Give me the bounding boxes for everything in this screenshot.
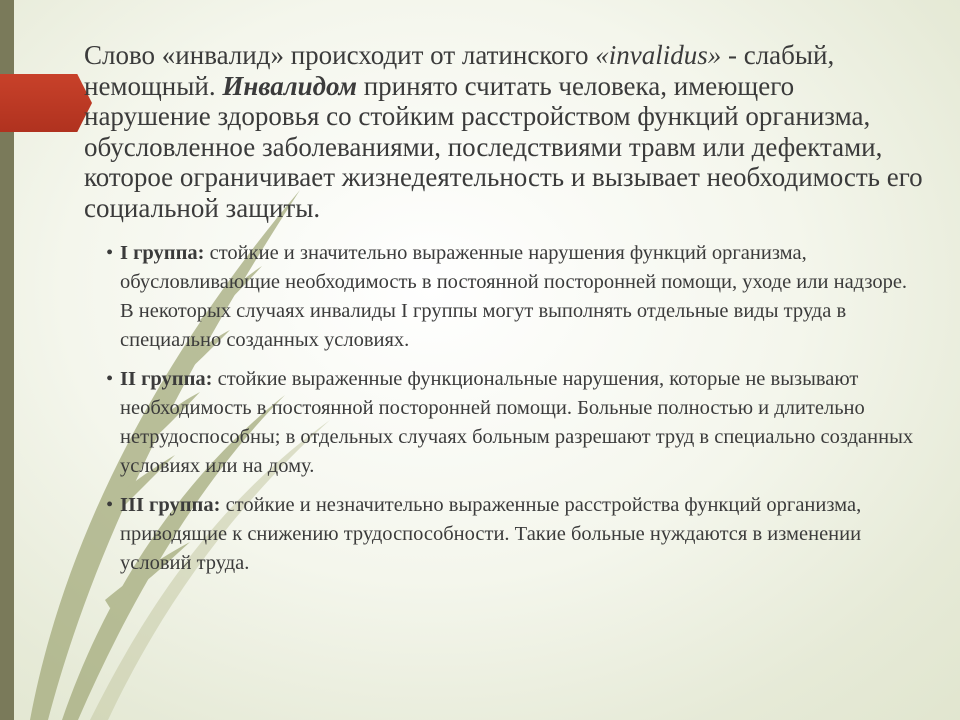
group-text: стойкие и значительно выраженные нарушения функций организма, обусловливающие необходимость в постоянной посторонней помощи, уходе или надзоре. В некоторых случаях инвалиды I группы могут выполнять отдельные виды труда в специально созданных условиях. (120, 242, 908, 351)
list-item (84, 365, 924, 481)
bullet-icon: • (106, 368, 114, 390)
latin-term: «invalidus» (595, 40, 722, 70)
group-text: стойкие выраженные функциональные нарушения, которые не вызывают необходимость в постоянной посторонней помощи. Больные полностью и длительно нетрудоспособны; в отдельных случаях больным разрешают труд в специально созданных условиях или на дому. (120, 368, 914, 477)
group-label: II группа: (120, 368, 213, 390)
bullet-icon: • (106, 242, 114, 264)
intro-paragraph (84, 40, 924, 223)
group-label: III группа: (120, 494, 221, 516)
list-item (84, 239, 924, 355)
intro-text: принято считать человека, имеющего нарушение здоровья со стойким расстройством функций организма, обусловленное заболеваниями, последствиями травм или дефектами, которое ограничивает жизнедеятельность и вызывает необходимость его социальной защиты. (84, 70, 923, 223)
red-accent-tab (0, 74, 92, 132)
intro-text: Слово «инвалид» происходит от латинского (84, 40, 596, 70)
group-text: стойкие и незначительно выраженные расстройства функций организма, приводящие к снижению трудоспособности. Такие больные нуждаются в изменении условий труда. (120, 494, 862, 574)
intro-text: - слабый, немощный. (84, 40, 835, 101)
group-label: I группа: (120, 242, 205, 264)
bullet-icon: • (106, 494, 114, 516)
defined-term: Инвалидом (222, 70, 357, 101)
slide-content (84, 40, 924, 588)
list-item (84, 491, 924, 578)
disability-groups-list (84, 239, 924, 578)
